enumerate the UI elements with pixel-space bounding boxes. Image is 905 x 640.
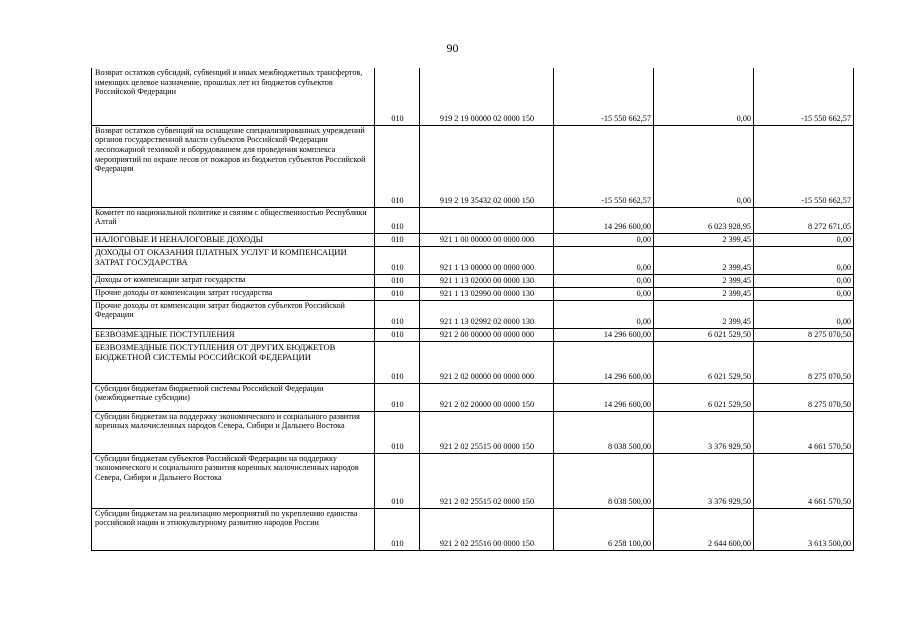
row-code: 010 — [375, 207, 420, 233]
row-name: Комитет по национальной политике и связям с общественностью Республики Алтай — [92, 207, 375, 233]
row-fact: 6 021 529,50 — [654, 341, 754, 383]
row-name: Прочие доходы от компенсации затрат государства — [92, 287, 375, 300]
row-kbk: 921 1 00 00000 00 0000 000 — [420, 233, 554, 246]
table-row — [92, 207, 854, 233]
row-code: 010 — [375, 508, 420, 550]
row-fact: 2 399,45 — [654, 233, 754, 246]
table-row — [92, 300, 854, 328]
row-kbk — [420, 207, 554, 233]
row-plan: 0,00 — [554, 233, 654, 246]
row-plan: 14 296 600,00 — [554, 207, 654, 233]
row-plan: -15 550 662,57 — [554, 68, 654, 125]
row-name: НАЛОГОВЫЕ И НЕНАЛОГОВЫЕ ДОХОДЫ — [92, 233, 375, 246]
row-fact: 3 376 929,50 — [654, 411, 754, 453]
row-diff: 0,00 — [754, 300, 854, 328]
row-name: Субсидии бюджетам бюджетной системы Российской Федерации (межбюджетные субсидии) — [92, 383, 375, 411]
row-plan: 8 038 500,00 — [554, 453, 654, 508]
row-name: Прочие доходы от компенсации затрат бюджетов субъектов Российской Федерации — [92, 300, 375, 328]
row-plan: 8 038 500,00 — [554, 411, 654, 453]
row-kbk: 921 1 13 02000 00 0000 130 — [420, 274, 554, 287]
row-diff: -15 550 662,57 — [754, 125, 854, 207]
row-fact: 3 376 929,50 — [654, 453, 754, 508]
row-code: 010 — [375, 125, 420, 207]
row-diff: 8 272 671,05 — [754, 207, 854, 233]
row-name: Возврат остатков субвенций на оснащение специализированных учреждений органов государственной власти субъектов Российской Федерации лесопожарной техникой и оборудованием для проведения комплекса мероприятий по охране лесов от пожаров из бюджетов субъектов Российской Федерации — [92, 125, 375, 207]
table-row — [92, 411, 854, 453]
row-diff: 4 661 570,50 — [754, 411, 854, 453]
table-row — [92, 274, 854, 287]
row-plan: 0,00 — [554, 287, 654, 300]
row-diff: 0,00 — [754, 287, 854, 300]
row-code: 010 — [375, 300, 420, 328]
row-fact: 2 399,45 — [654, 287, 754, 300]
row-name: Субсидии бюджетам субъектов Российской Федерации на поддержку экономического и социального развития коренных малочисленных народов Севера, Сибири и Дальнего Востока — [92, 453, 375, 508]
row-kbk: 919 2 19 00000 02 0000 150 — [420, 68, 554, 125]
row-diff: 8 275 070,50 — [754, 383, 854, 411]
row-code: 010 — [375, 341, 420, 383]
row-fact: 2 399,45 — [654, 246, 754, 274]
row-name: Доходы от компенсации затрат государства — [92, 274, 375, 287]
row-name: Возврат остатков субсидий, субвенций и иных межбюджетных трансфертов, имеющих целевое назначение, прошлых лет из бюджетов субъектов Российской Федерации — [92, 68, 375, 125]
row-diff: 8 275 070,50 — [754, 328, 854, 341]
row-fact: 0,00 — [654, 125, 754, 207]
row-kbk: 919 2 19 35432 02 0000 150 — [420, 125, 554, 207]
row-plan: 14 296 600,00 — [554, 341, 654, 383]
table-row — [92, 125, 854, 207]
row-plan: 0,00 — [554, 246, 654, 274]
row-kbk: 921 2 02 25515 00 0000 150 — [420, 411, 554, 453]
row-kbk: 921 2 02 00000 00 0000 000 — [420, 341, 554, 383]
row-code: 010 — [375, 453, 420, 508]
row-diff: 3 613 500,00 — [754, 508, 854, 550]
table-row — [92, 341, 854, 383]
table-row — [92, 453, 854, 508]
row-kbk: 921 1 13 00000 00 0000 000 — [420, 246, 554, 274]
row-fact: 2 399,45 — [654, 300, 754, 328]
row-kbk: 921 2 02 20000 00 0000 150 — [420, 383, 554, 411]
row-kbk: 921 2 00 00000 00 0000 000 — [420, 328, 554, 341]
row-code: 010 — [375, 68, 420, 125]
row-fact: 6 021 529,50 — [654, 328, 754, 341]
table-row — [92, 246, 854, 274]
row-plan: 0,00 — [554, 300, 654, 328]
row-code: 010 — [375, 328, 420, 341]
table-row — [92, 233, 854, 246]
row-kbk: 921 2 02 25515 02 0000 150 — [420, 453, 554, 508]
row-diff: 0,00 — [754, 274, 854, 287]
row-kbk: 921 2 02 25516 00 0000 150 — [420, 508, 554, 550]
row-name: Субсидии бюджетам на реализацию мероприятий по укреплению единства российской нации и этнокультурному развитию народов России — [92, 508, 375, 550]
table-row — [92, 68, 854, 125]
row-plan: -15 550 662,57 — [554, 125, 654, 207]
row-name: ДОХОДЫ ОТ ОКАЗАНИЯ ПЛАТНЫХ УСЛУГ И КОМПЕНСАЦИИ ЗАТРАТ ГОСУДАРСТВА — [92, 246, 375, 274]
row-code: 010 — [375, 383, 420, 411]
table-row — [92, 508, 854, 550]
row-fact: 0,00 — [654, 68, 754, 125]
row-plan: 6 258 100,00 — [554, 508, 654, 550]
row-diff: 4 661 570,50 — [754, 453, 854, 508]
row-fact: 2 644 600,00 — [654, 508, 754, 550]
row-fact: 6 021 529,50 — [654, 383, 754, 411]
row-code: 010 — [375, 246, 420, 274]
row-code: 010 — [375, 287, 420, 300]
budget-execution-table — [91, 68, 854, 551]
table-row — [92, 287, 854, 300]
table-row — [92, 383, 854, 411]
table-row — [92, 328, 854, 341]
row-plan: 0,00 — [554, 274, 654, 287]
row-diff: 0,00 — [754, 233, 854, 246]
row-fact: 6 023 928,95 — [654, 207, 754, 233]
row-code: 010 — [375, 274, 420, 287]
row-code: 010 — [375, 233, 420, 246]
row-plan: 14 296 600,00 — [554, 383, 654, 411]
page-number: 90 — [446, 41, 459, 55]
row-fact: 2 399,45 — [654, 274, 754, 287]
row-diff: 0,00 — [754, 246, 854, 274]
row-code: 010 — [375, 411, 420, 453]
row-diff: -15 550 662,57 — [754, 68, 854, 125]
row-kbk: 921 1 13 02992 02 0000 130 — [420, 300, 554, 328]
row-plan: 14 296 600,00 — [554, 328, 654, 341]
row-kbk: 921 1 13 02990 00 0000 130 — [420, 287, 554, 300]
row-name: БЕЗВОЗМЕЗДНЫЕ ПОСТУПЛЕНИЯ ОТ ДРУГИХ БЮДЖЕТОВ БЮДЖЕТНОЙ СИСТЕМЫ РОССИЙСКОЙ ФЕДЕРАЦИИ — [92, 341, 375, 383]
row-diff: 8 275 070,50 — [754, 341, 854, 383]
row-name: Субсидии бюджетам на поддержку экономического и социального развития коренных малочисленных народов Севера, Сибири и Дальнего Востока — [92, 411, 375, 453]
row-name: БЕЗВОЗМЕЗДНЫЕ ПОСТУПЛЕНИЯ — [92, 328, 375, 341]
